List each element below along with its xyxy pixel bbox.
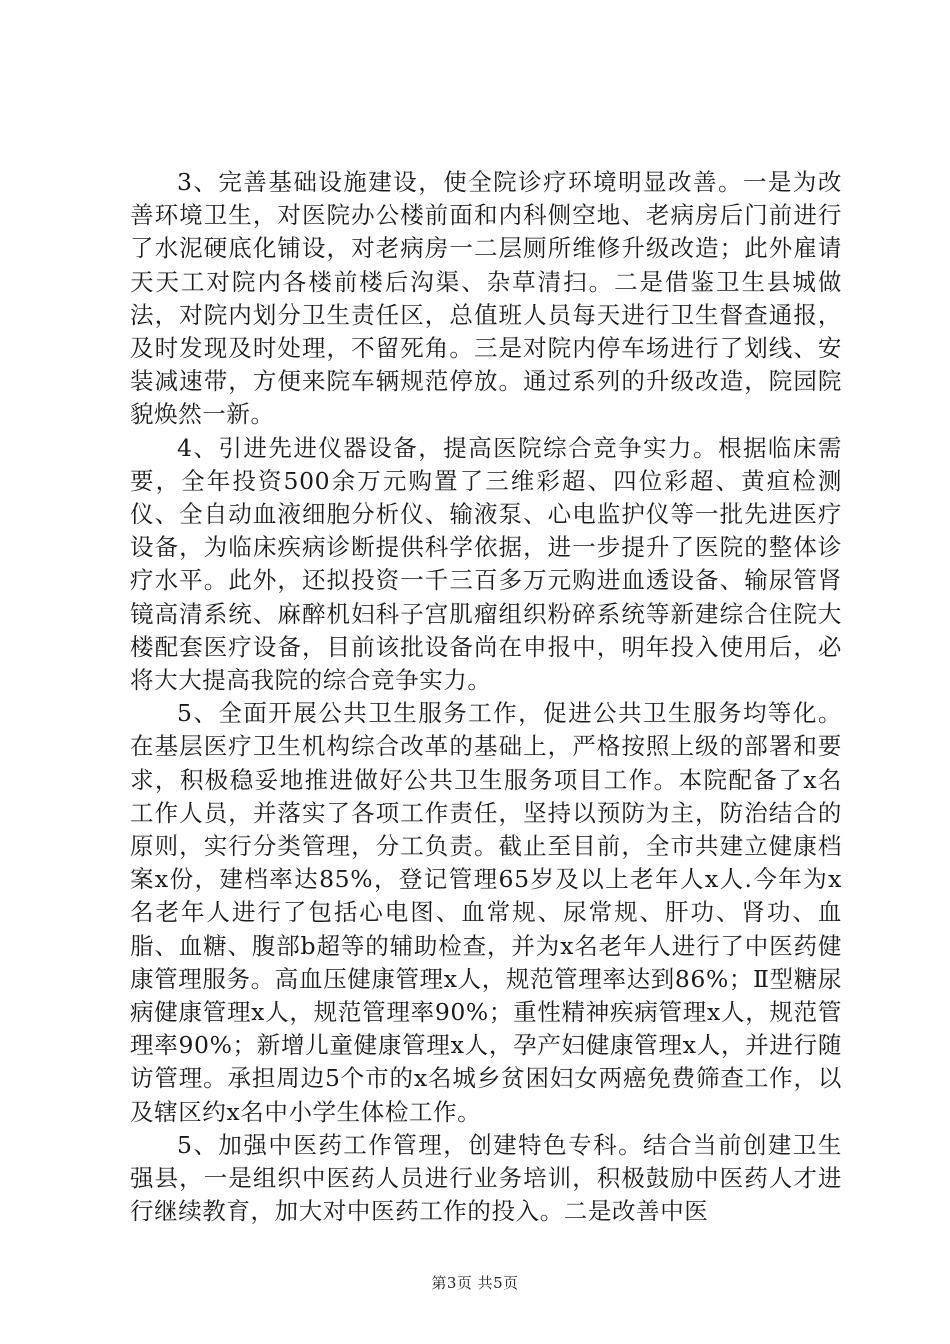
page-footer: 第3页 共5页 xyxy=(431,1274,519,1292)
paragraph-public-health: 5、全面开展公共卫生服务工作，促进公共卫生服务均等化。在基层医疗卫生机构综合改革的基础上，严格按照上级的部署和要求，积极稳妥地推进做好公共卫生服务项目工作。本院配备了x名工作人员，并落实了各项工作责任，坚持以预防为主，防治结合的原则，实行分类管理，分工负责。截止至目前，全市共建立健康档案x份，建档率达85%，登记管理65岁及以上老年人x人.今年为x名老年人进行了包括心电图、血常规、尿常规、肝功、肾功、血脂、血糖、腹部b超等的辅助检查，并为x名老年人进行了中医药健康管理服务。高血压健康管理x人，规范管理率达到86%；Ⅱ型糖尿病健康管理x人，规范管理率90%；重性精神疾病管理x人，规范管理率90%；新增儿童健康管理x人，孕产妇健康管理x人，并进行随访管理。承担周边5个市的x名城乡贫困妇女两癌免费筛查工作，以及辖区约x名中小学生体检工作。 xyxy=(130,699,842,1126)
paragraph-infrastructure: 3、完善基础设施建设，使全院诊疗环境明显改善。一是为改善环境卫生，对医院办公楼前面和内科侧空地、老病房后门前进行了水泥硬底化铺设，对老病房一二层厕所维修升级改造；此外雇请天天工对院内各楼前楼后沟渠、杂草清扫。二是借鉴卫生县城做法，对院内划分卫生责任区，总值班人员每天进行卫生督查通报，及时发现及时处理，不留死角。三是对院内停车场进行了划线、安装减速带，方便来院车辆规范停放。通过系列的升级改造，院园院貌焕然一新。 xyxy=(130,168,842,429)
paragraph-tcm: 5、加强中医药工作管理，创建特色专科。结合当前创建卫生强县，一是组织中医药人员进行业务培训，积极鼓励中医药人才进行继续教育，加大对中医药工作的投入。二是改善中医 xyxy=(130,1130,842,1226)
document-body xyxy=(130,166,842,1229)
paragraph-equipment: 4、引进先进仪器设备，提高医院综合竞争实力。根据临床需要，全年投资500余万元购置了三维彩超、四位彩超、黄疸检测仪、全自动血液细胞分析仪、输液泵、心电监护仪等一批先进医疗设备，为临床疾病诊断提供科学依据，进一步提升了医院的整体诊疗水平。此外，还拟投资一千三百多万元购进血透设备、输尿管肾镜高清系统、麻醉机妇科子宫肌瘤组织粉碎系统等新建综合住院大楼配套医疗设备，目前该批设备尚在申报中，明年投入使用后，必将大大提高我院的综合竞争实力。 xyxy=(130,433,842,695)
